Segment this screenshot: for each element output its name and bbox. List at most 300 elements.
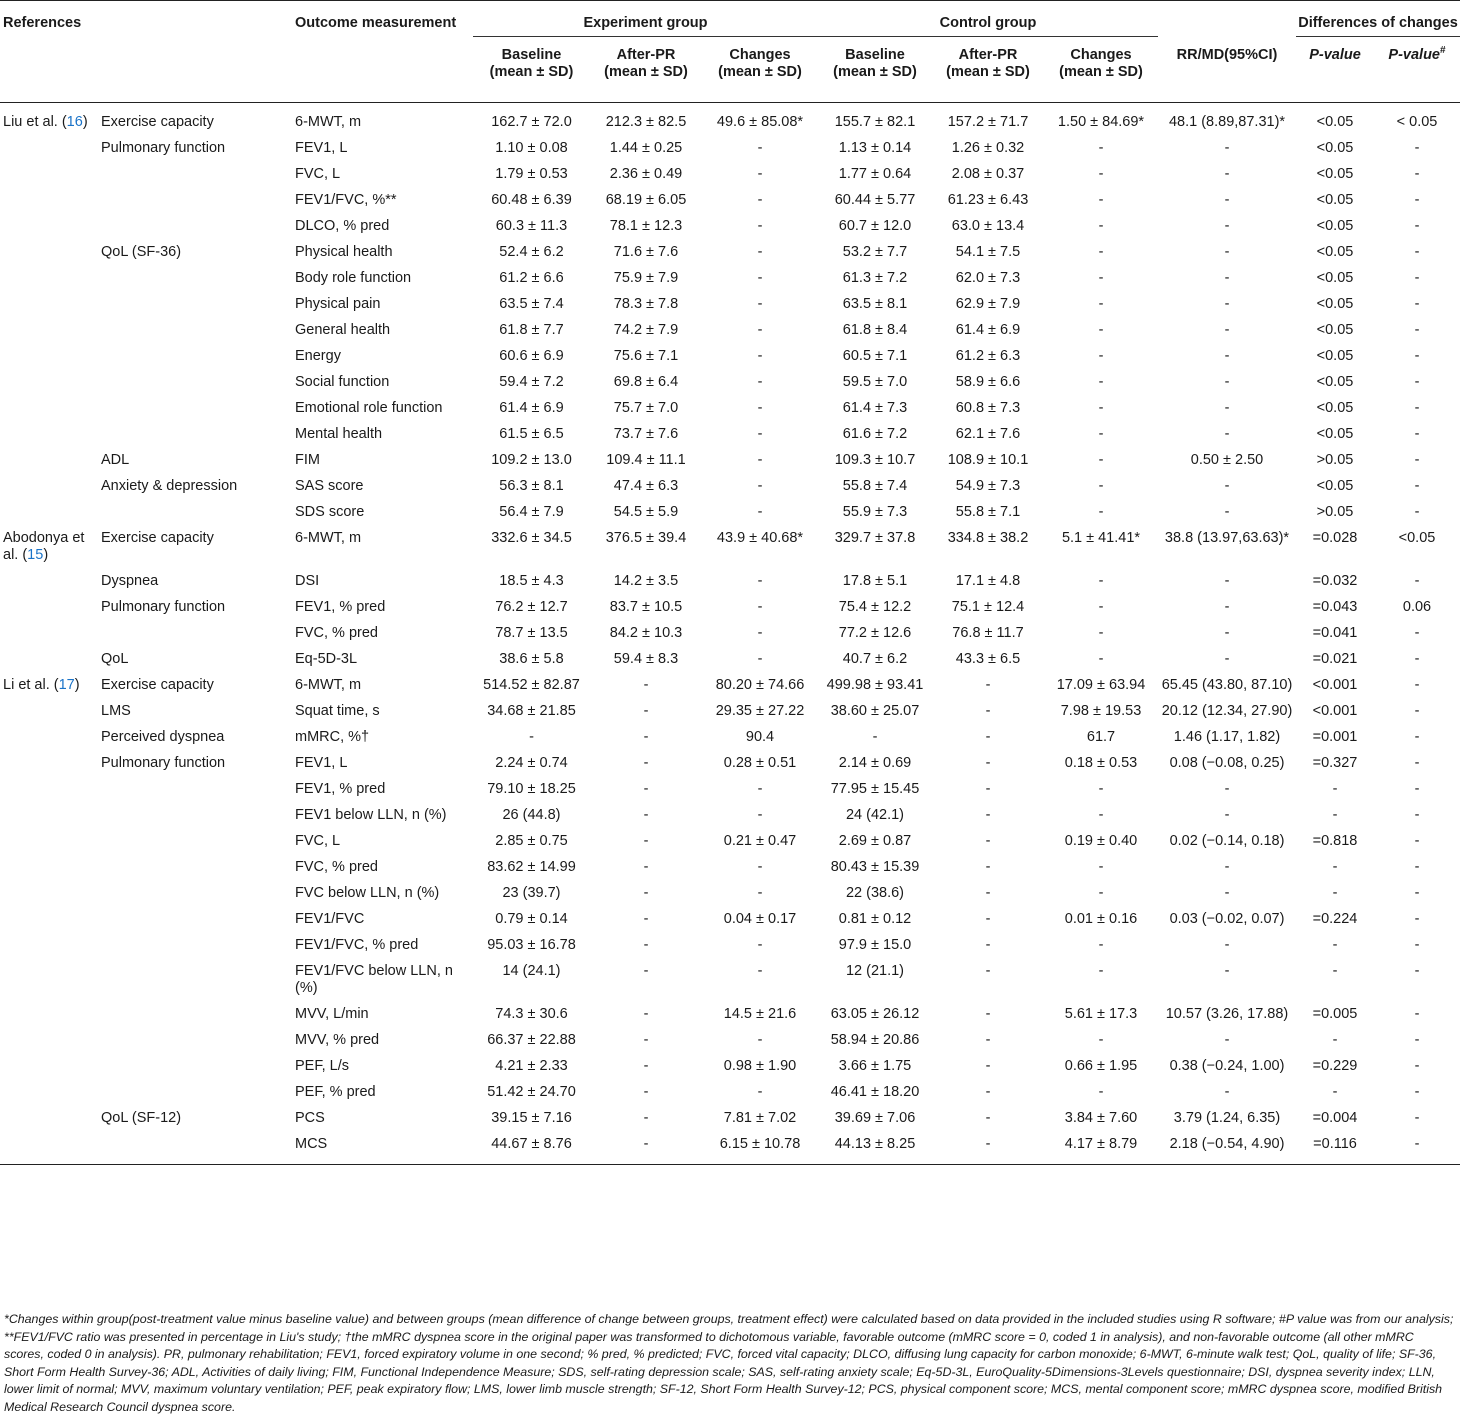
header-experiment-group: Experiment group bbox=[473, 1, 818, 37]
ctrl-after-pr: - bbox=[985, 781, 991, 797]
ctrl-changes: - bbox=[1098, 599, 1104, 615]
ctrl-baseline: 77.95 ± 15.45 bbox=[830, 781, 920, 797]
exp-changes: 0.04 ± 0.17 bbox=[723, 911, 797, 927]
p-value-ours: - bbox=[1414, 1084, 1420, 1100]
rr-md-ci: 0.38 (−0.24, 1.00) bbox=[1169, 1058, 1285, 1074]
ctrl-baseline: 155.7 ± 82.1 bbox=[834, 114, 916, 130]
p-value: =0.032 bbox=[1312, 573, 1358, 589]
exp-baseline: 83.62 ± 14.99 bbox=[487, 859, 576, 875]
outcome-measure: DLCO, % pred bbox=[295, 218, 390, 234]
ctrl-after-pr: 60.8 ± 7.3 bbox=[955, 400, 1021, 416]
ctrl-after-pr: - bbox=[985, 729, 991, 745]
reference-cell: Abodonya et al. (15) bbox=[3, 530, 85, 563]
exp-baseline: 4.21 ± 2.33 bbox=[495, 1058, 568, 1074]
ctrl-changes: 0.01 ± 0.16 bbox=[1064, 911, 1138, 927]
ctrl-after-pr: 75.1 ± 12.4 bbox=[951, 599, 1025, 615]
exp-baseline: 26 (44.8) bbox=[502, 807, 561, 823]
exp-baseline: 2.85 ± 0.75 bbox=[495, 833, 568, 849]
ctrl-baseline: 63.05 ± 26.12 bbox=[830, 1006, 920, 1022]
ctrl-after-pr: - bbox=[985, 1084, 991, 1100]
ctrl-baseline: 60.44 ± 5.77 bbox=[834, 192, 916, 208]
rr-md-ci: - bbox=[1224, 140, 1230, 156]
exp-after-pr: 78.3 ± 7.8 bbox=[613, 296, 679, 312]
outcome-domain: Exercise capacity bbox=[101, 677, 214, 693]
outcome-domain bbox=[97, 1001, 291, 1027]
outcome-domain: Anxiety & depression bbox=[101, 478, 238, 494]
table-row bbox=[0, 1131, 1460, 1165]
outcome-domain bbox=[97, 265, 291, 291]
exp-after-pr: 71.6 ± 7.6 bbox=[613, 244, 679, 260]
rr-md-ci: - bbox=[1224, 651, 1230, 667]
exp-changes: 0.28 ± 0.51 bbox=[723, 755, 797, 771]
exp-changes: - bbox=[757, 781, 763, 797]
table-footnote: *Changes within group(post-treatment value minus baseline value) and between groups (mean difference of change between groups, treatment effect) were calculated based on data provided in the included studies using R software; #P value was from our analysis; **FEV1/FVC ratio was presented in percentage in Liu's study; †the mMRC dyspnea score in the original paper was transformed to dichotomous variable, favorable outcome (mMRC score = 0, coded 1 in analysis), and non-favorable outcome (all other mMRC scores, coded 0 in analysis). PR, pulmonary rehabilitation; FEV1, forced expiratory volume in one second; % pred, % predicted; FVC, forced vital capacity; DLCO, diffusing lung capacity for carbon monoxide; 6-MWT, 6-minute walk test; QoL, quality of life; SF-36, Short Form Health Survey-36; ADL, Activities of daily living; FIM, Functional Independence Measure; SDS, self-rating depression scale; SAS, self-rating anxiety scale; Eq-5D-3L, EuroQuality-5Dimensions-3Levels questionnaire; DSI, dyspnea severity index; LLN, lower limit of normal; MVV, maximum voluntary ventilation; PEF, peak expiratory flow; LMS, lower limb muscle strength; SF-12, Short Form Health Survey-12; PCS, physical component score; MCS, mental component score; mMRC dyspnea score, modified British Medical Research Council dyspnea score. bbox=[4, 1312, 1454, 1414]
outcome-measure: Energy bbox=[295, 348, 341, 364]
ctrl-changes: - bbox=[1098, 452, 1104, 468]
ctrl-changes: - bbox=[1098, 400, 1104, 416]
p-value: - bbox=[1332, 937, 1338, 953]
p-value-ours: 0.06 bbox=[1402, 599, 1432, 615]
rr-md-ci: 10.57 (3.26, 17.88) bbox=[1165, 1006, 1289, 1022]
table-row bbox=[0, 239, 1460, 265]
rr-md-ci: - bbox=[1224, 625, 1230, 641]
ctrl-baseline: 17.8 ± 5.1 bbox=[842, 573, 908, 589]
ctrl-after-pr: - bbox=[985, 859, 991, 875]
exp-baseline: 162.7 ± 72.0 bbox=[491, 114, 572, 130]
p-value: <0.05 bbox=[1316, 478, 1354, 494]
exp-changes: - bbox=[757, 573, 763, 589]
exp-after-pr: 74.2 ± 7.9 bbox=[613, 322, 679, 338]
rr-md-ci: 65.45 (43.80, 87.10) bbox=[1161, 677, 1293, 693]
ctrl-after-pr: 54.9 ± 7.3 bbox=[955, 478, 1021, 494]
p-value-ours: - bbox=[1414, 244, 1420, 260]
exp-changes: - bbox=[757, 937, 763, 953]
exp-changes: - bbox=[757, 166, 763, 182]
exp-changes: - bbox=[757, 599, 763, 615]
exp-changes: - bbox=[757, 807, 763, 823]
ctrl-baseline: 59.5 ± 7.0 bbox=[842, 374, 908, 390]
outcome-domain bbox=[97, 395, 291, 421]
outcome-measure: SAS score bbox=[295, 478, 364, 494]
exp-baseline: 38.6 ± 5.8 bbox=[499, 651, 564, 667]
exp-after-pr: 1.44 ± 0.25 bbox=[609, 140, 683, 156]
rr-md-ci: - bbox=[1224, 400, 1230, 416]
rr-md-ci: - bbox=[1224, 1032, 1230, 1048]
rr-md-ci: - bbox=[1224, 885, 1230, 901]
rr-md-ci: - bbox=[1224, 573, 1230, 589]
exp-changes: 7.81 ± 7.02 bbox=[723, 1110, 797, 1126]
ctrl-baseline: 46.41 ± 18.20 bbox=[830, 1084, 920, 1100]
ctrl-after-pr: - bbox=[985, 677, 991, 693]
exp-after-pr: 376.5 ± 39.4 bbox=[605, 530, 687, 546]
table-row bbox=[0, 395, 1460, 421]
rr-md-ci: - bbox=[1224, 374, 1230, 390]
exp-baseline: 51.42 ± 24.70 bbox=[487, 1084, 576, 1100]
exp-baseline: 109.2 ± 13.0 bbox=[491, 452, 572, 468]
p-value: <0.05 bbox=[1316, 218, 1354, 234]
p-value: <0.05 bbox=[1316, 348, 1354, 364]
ctrl-changes: - bbox=[1098, 1084, 1104, 1100]
outcome-domain: Exercise capacity bbox=[101, 114, 214, 130]
exp-changes: - bbox=[757, 244, 763, 260]
ctrl-baseline: 58.94 ± 20.86 bbox=[830, 1032, 920, 1048]
ctrl-after-pr: - bbox=[985, 1110, 991, 1126]
exp-baseline: 61.5 ± 6.5 bbox=[499, 426, 564, 442]
outcome-measure: Physical pain bbox=[295, 296, 381, 312]
p-value-ours: - bbox=[1414, 963, 1420, 979]
exp-after-pr: 109.4 ± 11.1 bbox=[606, 452, 686, 468]
ctrl-changes: - bbox=[1098, 192, 1104, 208]
ctrl-baseline: 97.9 ± 15.0 bbox=[838, 937, 912, 953]
header-differences: Differences of changes bbox=[1296, 1, 1460, 37]
exp-after-pr: 14.2 ± 3.5 bbox=[613, 573, 679, 589]
exp-changes: 0.21 ± 0.47 bbox=[723, 833, 797, 849]
ctrl-after-pr: - bbox=[985, 963, 991, 979]
exp-baseline: 52.4 ± 6.2 bbox=[499, 244, 564, 260]
p-value-ours: - bbox=[1414, 833, 1420, 849]
ctrl-changes: 0.19 ± 0.40 bbox=[1064, 833, 1138, 849]
ctrl-changes: - bbox=[1098, 651, 1104, 667]
outcome-measure: FVC, % pred bbox=[295, 859, 378, 875]
ctrl-baseline: 61.8 ± 8.4 bbox=[842, 322, 908, 338]
outcome-domain: ADL bbox=[101, 452, 130, 468]
rr-md-ci: - bbox=[1224, 807, 1230, 823]
exp-baseline: 39.15 ± 7.16 bbox=[491, 1110, 572, 1126]
exp-baseline: 59.4 ± 7.2 bbox=[499, 374, 564, 390]
rr-md-ci: - bbox=[1224, 218, 1230, 234]
p-value: <0.05 bbox=[1316, 322, 1354, 338]
exp-after-pr: - bbox=[643, 1058, 649, 1074]
exp-after-pr: - bbox=[643, 937, 649, 953]
outcome-domain bbox=[97, 1053, 291, 1079]
rr-md-ci: - bbox=[1224, 781, 1230, 797]
exp-after-pr: - bbox=[643, 833, 649, 849]
outcome-domain: QoL (SF-12) bbox=[101, 1110, 182, 1126]
reference-cell: Li et al. (17) bbox=[3, 677, 80, 693]
outcome-domain bbox=[97, 343, 291, 369]
ctrl-baseline: 80.43 ± 15.39 bbox=[830, 859, 920, 875]
exp-baseline: 44.67 ± 8.76 bbox=[473, 1131, 590, 1165]
outcome-measure: 6-MWT, m bbox=[295, 677, 362, 693]
exp-changes: 0.98 ± 1.90 bbox=[723, 1058, 797, 1074]
p-value: =0.028 bbox=[1312, 530, 1358, 546]
exp-baseline: 1.79 ± 0.53 bbox=[495, 166, 568, 182]
table-row bbox=[0, 1079, 1460, 1105]
p-value-ours: - bbox=[1414, 452, 1420, 468]
p-value: <0.001 bbox=[1312, 703, 1358, 719]
exp-changes: 43.9 ± 40.68* bbox=[716, 530, 804, 546]
outcome-measure: FEV1 below LLN, n (%) bbox=[295, 807, 447, 823]
rr-md-ci: 1.46 (1.17, 1.82) bbox=[1173, 729, 1281, 745]
p-value-ours: - bbox=[1414, 218, 1420, 234]
exp-changes: 29.35 ± 27.22 bbox=[715, 703, 805, 719]
header-outcome-measurement: Outcome measurement bbox=[291, 1, 473, 37]
ctrl-baseline: 55.9 ± 7.3 bbox=[842, 504, 908, 520]
exp-after-pr: - bbox=[643, 1110, 649, 1126]
ctrl-after-pr: - bbox=[985, 885, 991, 901]
table-row bbox=[0, 1001, 1460, 1027]
p-value: <0.001 bbox=[1312, 677, 1358, 693]
exp-baseline: 63.5 ± 7.4 bbox=[499, 296, 564, 312]
header-p-value: P-value bbox=[1296, 37, 1374, 103]
exp-changes: 90.4 bbox=[745, 729, 775, 745]
outcome-measure: SDS score bbox=[295, 504, 365, 520]
rr-md-ci: - bbox=[1224, 192, 1230, 208]
outcome-measure: PCS bbox=[295, 1110, 325, 1126]
ctrl-baseline: 63.5 ± 8.1 bbox=[842, 296, 908, 312]
ctrl-after-pr: 58.9 ± 6.6 bbox=[955, 374, 1021, 390]
exp-baseline: 74.3 ± 30.6 bbox=[495, 1006, 568, 1022]
exp-after-pr: 47.4 ± 6.3 bbox=[613, 478, 679, 494]
exp-changes: - bbox=[757, 859, 763, 875]
rr-md-ci: 0.03 (−0.02, 0.07) bbox=[1169, 911, 1285, 927]
exp-after-pr: 83.7 ± 10.5 bbox=[609, 599, 683, 615]
rr-md-ci: - bbox=[1224, 599, 1230, 615]
ctrl-changes: - bbox=[1098, 859, 1104, 875]
p-value: - bbox=[1332, 807, 1338, 823]
rr-md-ci: - bbox=[1224, 270, 1230, 286]
table-row bbox=[0, 135, 1460, 161]
p-value: <0.05 bbox=[1316, 400, 1354, 416]
outcome-measure: FEV1, % pred bbox=[295, 599, 386, 615]
table-row bbox=[0, 1053, 1460, 1079]
ctrl-changes: - bbox=[1098, 374, 1104, 390]
table-row bbox=[0, 594, 1460, 620]
citation-link[interactable]: 17 bbox=[58, 677, 75, 693]
citation-link[interactable]: 15 bbox=[27, 547, 44, 563]
p-value-ours: - bbox=[1414, 1032, 1420, 1048]
table-row bbox=[0, 525, 1460, 568]
outcome-domain bbox=[97, 369, 291, 395]
p-value: - bbox=[1332, 781, 1338, 797]
exp-baseline: 23 (39.7) bbox=[502, 885, 561, 901]
outcome-domain bbox=[97, 802, 291, 828]
ctrl-changes: 7.98 ± 19.53 bbox=[1060, 703, 1142, 719]
exp-after-pr: 78.1 ± 12.3 bbox=[609, 218, 683, 234]
p-value: - bbox=[1332, 1032, 1338, 1048]
p-value: =0.004 bbox=[1312, 1110, 1358, 1126]
outcome-measure: FEV1/FVC below LLN, n (%) bbox=[295, 963, 453, 996]
header-ctrl-baseline: Baseline (mean ± SD) bbox=[818, 37, 932, 103]
p-value-ours: - bbox=[1414, 729, 1420, 745]
ctrl-changes: 5.1 ± 41.41* bbox=[1061, 530, 1141, 546]
ctrl-changes: - bbox=[1098, 218, 1104, 234]
header-ctrl-after-pr: After-PR (mean ± SD) bbox=[932, 37, 1044, 103]
header-references: References bbox=[0, 1, 97, 37]
outcome-measure: DSI bbox=[295, 573, 320, 589]
table-row bbox=[0, 499, 1460, 525]
ctrl-changes: 1.50 ± 84.69* bbox=[1057, 114, 1145, 130]
ctrl-changes: 61.7 bbox=[1086, 729, 1116, 745]
table-row bbox=[0, 473, 1460, 499]
outcome-measure: Social function bbox=[295, 374, 390, 390]
exp-baseline: 56.4 ± 7.9 bbox=[499, 504, 564, 520]
rr-md-ci: - bbox=[1224, 322, 1230, 338]
ctrl-changes: - bbox=[1098, 807, 1104, 823]
ctrl-after-pr: - bbox=[985, 755, 991, 771]
outcome-measure: FEV1/FVC, % pred bbox=[295, 937, 419, 953]
exp-after-pr: - bbox=[643, 885, 649, 901]
ctrl-after-pr: 108.9 ± 10.1 bbox=[947, 452, 1029, 468]
p-value-ours: - bbox=[1414, 322, 1420, 338]
outcome-domain bbox=[97, 906, 291, 932]
outcome-domain: Pulmonary function bbox=[101, 599, 226, 615]
exp-after-pr: - bbox=[643, 807, 649, 823]
exp-after-pr: 73.7 ± 7.6 bbox=[613, 426, 679, 442]
ctrl-after-pr: - bbox=[985, 937, 991, 953]
p-value: =0.001 bbox=[1312, 729, 1358, 745]
table-row bbox=[0, 802, 1460, 828]
p-value-ours: - bbox=[1414, 573, 1420, 589]
p-value-ours: - bbox=[1414, 755, 1420, 771]
p-value-ours: < 0.05 bbox=[1396, 114, 1438, 130]
p-value: <0.05 bbox=[1316, 296, 1354, 312]
p-value-ours: - bbox=[1414, 400, 1420, 416]
outcome-domain: Dyspnea bbox=[101, 573, 159, 589]
outcome-measure: Emotional role function bbox=[295, 400, 443, 416]
exp-changes: - bbox=[757, 452, 763, 468]
exp-after-pr: 75.6 ± 7.1 bbox=[613, 348, 679, 364]
p-value: =0.043 bbox=[1312, 599, 1358, 615]
ctrl-after-pr: - bbox=[985, 911, 991, 927]
table-row bbox=[0, 1027, 1460, 1053]
table-row bbox=[0, 854, 1460, 880]
outcome-domain: Pulmonary function bbox=[101, 755, 226, 771]
table-row bbox=[0, 1105, 1460, 1131]
header-p-value-ours: P-value# bbox=[1374, 37, 1460, 103]
ctrl-changes: - bbox=[1098, 963, 1104, 979]
ctrl-baseline: 3.66 ± 1.75 bbox=[838, 1058, 912, 1074]
p-value-ours: - bbox=[1414, 348, 1420, 364]
exp-after-pr: - bbox=[643, 677, 649, 693]
exp-changes: - bbox=[757, 296, 763, 312]
rr-md-ci: - bbox=[1224, 426, 1230, 442]
p-value: =0.327 bbox=[1312, 755, 1358, 771]
rr-md-ci: - bbox=[1224, 166, 1230, 182]
table-row bbox=[0, 265, 1460, 291]
ctrl-after-pr: 61.23 ± 6.43 bbox=[947, 192, 1029, 208]
ctrl-after-pr: 62.0 ± 7.3 bbox=[955, 270, 1021, 286]
exp-baseline: 78.7 ± 13.5 bbox=[495, 625, 568, 641]
exp-after-pr: 75.7 ± 7.0 bbox=[613, 400, 679, 416]
outcome-measure: MVV, % pred bbox=[295, 1032, 380, 1048]
outcome-measure: MVV, L/min bbox=[295, 1006, 369, 1022]
ctrl-changes: - bbox=[1098, 625, 1104, 641]
exp-changes: - bbox=[757, 478, 763, 494]
ctrl-after-pr: 157.2 ± 71.7 bbox=[947, 114, 1029, 130]
outcome-measure: Physical health bbox=[295, 244, 393, 260]
exp-after-pr: - bbox=[643, 1084, 649, 1100]
exp-after-pr: 2.36 ± 0.49 bbox=[609, 166, 683, 182]
outcome-measure: FIM bbox=[295, 452, 320, 468]
exp-baseline: 1.10 ± 0.08 bbox=[495, 140, 568, 156]
rr-md-ci: - bbox=[1224, 1084, 1230, 1100]
ctrl-changes: 0.18 ± 0.53 bbox=[1064, 755, 1138, 771]
ctrl-changes: 4.17 ± 8.79 bbox=[1044, 1131, 1158, 1165]
p-value: =0.224 bbox=[1312, 911, 1358, 927]
exp-baseline: 34.68 ± 21.85 bbox=[487, 703, 576, 719]
p-value: =0.005 bbox=[1312, 1006, 1358, 1022]
exp-baseline: 56.3 ± 8.1 bbox=[499, 478, 564, 494]
ctrl-changes: - bbox=[1098, 937, 1104, 953]
p-value-ours: - bbox=[1414, 1110, 1420, 1126]
p-value-ours: - bbox=[1414, 296, 1420, 312]
reference-cell: Liu et al. (16) bbox=[3, 114, 88, 130]
exp-changes: - bbox=[757, 270, 763, 286]
exp-after-pr: 75.9 ± 7.9 bbox=[613, 270, 679, 286]
rr-md-ci: - bbox=[1224, 963, 1230, 979]
rr-md-ci: 20.12 (12.34, 27.90) bbox=[1161, 703, 1293, 719]
exp-changes: - bbox=[757, 218, 763, 234]
table-row bbox=[0, 343, 1460, 369]
p-value-ours: - bbox=[1414, 781, 1420, 797]
ctrl-after-pr: 334.8 ± 38.2 bbox=[947, 530, 1029, 546]
p-value: <0.05 bbox=[1316, 426, 1354, 442]
exp-changes: - bbox=[757, 426, 763, 442]
exp-baseline: - bbox=[529, 729, 534, 745]
outcome-domain bbox=[97, 213, 291, 239]
rr-md-ci: - bbox=[1224, 478, 1230, 494]
ctrl-changes: - bbox=[1098, 781, 1104, 797]
p-value-ours: - bbox=[1414, 1058, 1420, 1074]
rr-md-ci: - bbox=[1224, 244, 1230, 260]
table-row bbox=[0, 213, 1460, 239]
table-row bbox=[0, 828, 1460, 854]
p-value-ours: - bbox=[1414, 807, 1420, 823]
ctrl-baseline: 60.7 ± 12.0 bbox=[838, 218, 912, 234]
exp-after-pr: 212.3 ± 82.5 bbox=[605, 114, 687, 130]
table-row bbox=[0, 724, 1460, 750]
ctrl-changes: - bbox=[1098, 504, 1104, 520]
exp-baseline: 514.52 ± 82.87 bbox=[483, 677, 580, 693]
exp-after-pr: - bbox=[590, 1131, 702, 1165]
outcome-domain bbox=[97, 187, 291, 213]
outcome-domain bbox=[97, 620, 291, 646]
table-row bbox=[0, 698, 1460, 724]
exp-changes: - bbox=[757, 885, 763, 901]
outcome-measure: FVC below LLN, n (%) bbox=[295, 885, 440, 901]
table-body bbox=[0, 103, 1460, 1165]
p-value: <0.05 bbox=[1316, 192, 1354, 208]
ctrl-baseline: 53.2 ± 7.7 bbox=[842, 244, 908, 260]
table-row bbox=[0, 620, 1460, 646]
rr-md-ci: 48.1 (8.89,87.31)* bbox=[1168, 114, 1286, 130]
ctrl-baseline: 329.7 ± 37.8 bbox=[834, 530, 916, 546]
exp-changes: 49.6 ± 85.08* bbox=[716, 114, 804, 130]
exp-baseline: 61.2 ± 6.6 bbox=[499, 270, 564, 286]
outcome-domain bbox=[97, 932, 291, 958]
ctrl-baseline: 61.6 ± 7.2 bbox=[842, 426, 908, 442]
ctrl-baseline: 38.60 ± 25.07 bbox=[830, 703, 920, 719]
header-control-group: Control group bbox=[818, 1, 1158, 37]
citation-link[interactable]: 16 bbox=[66, 114, 83, 130]
ctrl-baseline: 12 (21.1) bbox=[845, 963, 905, 979]
exp-baseline: 66.37 ± 22.88 bbox=[487, 1032, 576, 1048]
exp-changes: - bbox=[757, 140, 763, 156]
p-value-ours: - bbox=[1414, 885, 1420, 901]
exp-after-pr: - bbox=[643, 911, 649, 927]
ctrl-baseline: 40.7 ± 6.2 bbox=[842, 651, 908, 667]
ctrl-changes: 3.84 ± 7.60 bbox=[1064, 1110, 1138, 1126]
p-value-ours: - bbox=[1414, 374, 1420, 390]
table-row bbox=[0, 161, 1460, 187]
outcome-measure: FEV1/FVC bbox=[295, 911, 365, 927]
outcome-domain: LMS bbox=[101, 703, 131, 719]
p-value: =0.116 bbox=[1296, 1131, 1374, 1165]
exp-changes: - bbox=[757, 963, 763, 979]
exp-changes: 80.20 ± 74.66 bbox=[715, 677, 805, 693]
ctrl-after-pr: 54.1 ± 7.5 bbox=[955, 244, 1021, 260]
